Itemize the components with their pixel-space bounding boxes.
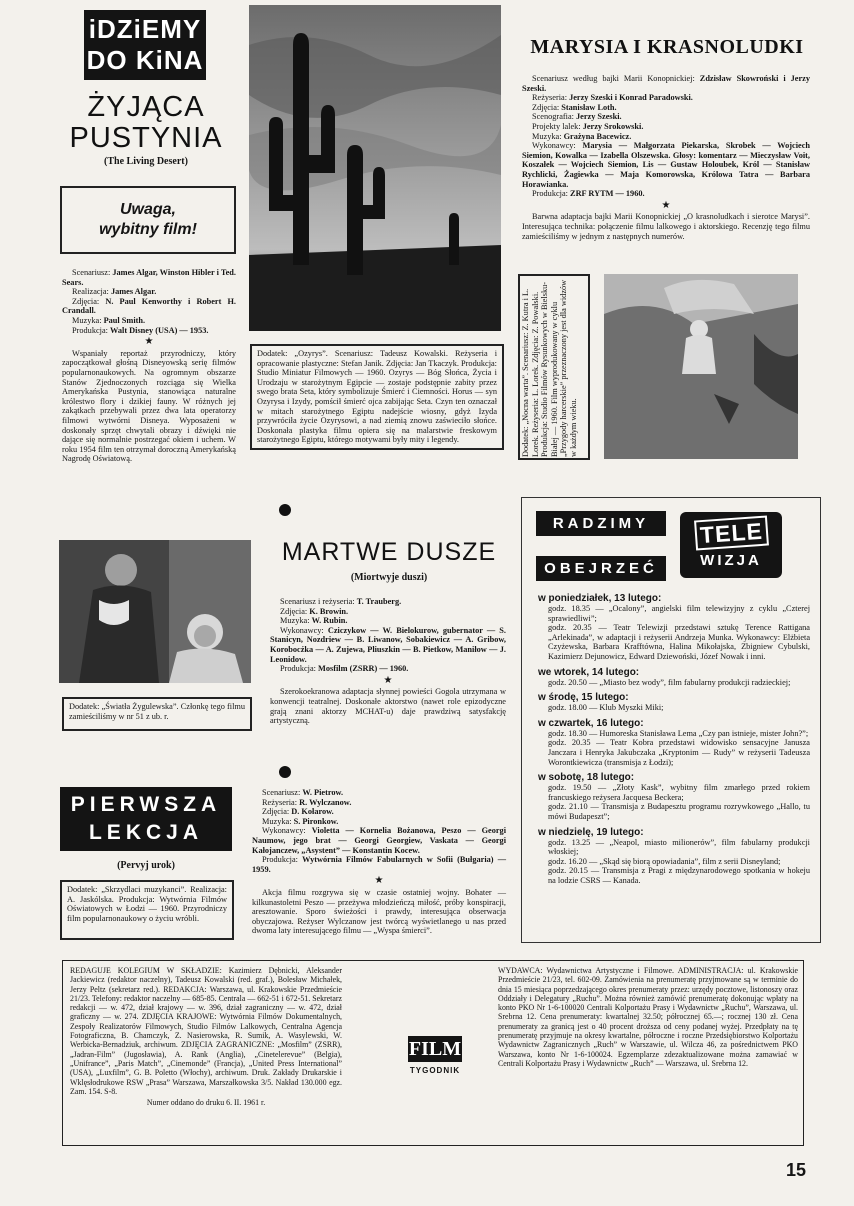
tv-badge-line2: OBEJRZEĆ	[536, 556, 666, 581]
credit-label: Projekty lalek:	[532, 121, 581, 131]
credit-label: Zdjęcia:	[72, 296, 100, 306]
credit-value: K. Browin.	[309, 606, 349, 616]
credit-label: Realizacja:	[72, 287, 109, 297]
credit-label: Produkcja:	[280, 664, 316, 674]
film2-title: MARYSIA I KRASNOLUDKI	[530, 36, 804, 58]
credit-label: Zdjęcia:	[280, 606, 308, 616]
tv-day-heading: we wtorek, 14 lutego:	[538, 666, 640, 678]
tv-program-item: godz. 18.35 — „Ocalony”, angielski film telewizyjny z cyklu „Czterej sprawiedliwi”;	[548, 604, 810, 623]
credit-label: Reżyseria:	[262, 797, 298, 807]
film1-credits: Scenariusz: James Algar, Winston Hibler i Ted. Sears. Realizacja: James Algar. Zdjęcia: N. Paul Kenworthy i Robert H. Crandall. Muzyka: Paul Smith. Produkcja: Walt Disney (USA) — 1953. ★ Wspaniały reportaż przyrodniczy, który zapoczątkował głośną Disneyowską serię filmów popularnonaukowych. Na ogromnym obszarze Stanów Zjednoczonych rozciąga się Wielka Amerykańska Pustynia, stanowiąca naturalne królestwo flory i dzikiej fauny. W różnych jej zakątkach przebywali przez dwa lata operatorzy filmowi wytwórni Disneya. Wyposażeni w doskonały sprzęt chwytali obrazy i dźwięki nie dające się normalnie postrzegać okiem i uchem. W roku 1954 film ten otrzymał doroczną Amerykańską Nagrodę Oświatową.	[62, 268, 237, 464]
credit-label: Produkcja:	[72, 325, 108, 335]
credit-value: Wytwórnia Filmów Fabularnych w Sofii (Bułgaria) — 1959.	[252, 855, 506, 874]
film1-original-title: (The Living Desert)	[104, 156, 188, 167]
film4-credits: Scenariusz: W. Pietrow. Reżyseria: R. Wylczanow. Zdjęcia: D. Kołarow. Muzyka: S. Pironkow. Wykonawcy: Violetta — Kornelia Bożanowa, Peszo — Georgi Naumow, jego brat — Georgi Georgiew, Vaskata — Georgi Kałojanczew, „Asystent” — Konstantin Kocew. Produkcja: Wytwórnia Filmów Fabularnych w Sofii (Bułgaria) — 1959. ★ Akcja filmu rozgrywa się w czasie ostatniej wojny. Bohater — kilkunastoletni Peszo — przeżywa młodzieńczą miłość, próby konspiracji, aresztowanie. Sporo świeżości i prawdy, interesująca obserwacja obyczajowa. Reżyser Wylczanow jest twórcą wyświetlanego u nas przed dwoma laty interesującego filmu — „Wyspa śmierci”.	[252, 788, 507, 936]
credit-value: Mosfilm (ZSRR) — 1960.	[318, 664, 409, 674]
credit-line	[522, 189, 810, 199]
film3-supplement-box: Dodatek: „Światła Żygulewska”. Członkę tego filmu zamieściliśmy w nr 51 z ub. r.	[62, 697, 252, 731]
credit-line	[252, 788, 506, 798]
credit-value: S. Pironkow.	[293, 816, 339, 826]
credit-value: Violetta — Kornelia Bożanowa, Peszo — Georgi Naumow, jego brat — Georgi Georgiew, Vaskata — Georgi Kałojanczew, „Asystent” — Konstantin Kocew.	[252, 826, 507, 855]
credit-line	[270, 626, 506, 664]
credit-value: W. Rubin.	[311, 616, 348, 626]
bullet-marker	[279, 504, 291, 516]
credit-line	[270, 607, 506, 617]
credit-line	[62, 297, 236, 316]
footer-printed-date: Numer oddano do druku 6. II. 1961 r.	[146, 1098, 266, 1108]
film4-original-title: (Pervyj urok)	[117, 860, 175, 871]
credit-label: Scenariusz:	[72, 268, 111, 277]
credit-line	[522, 93, 810, 103]
credit-line	[270, 664, 506, 674]
credit-value: James Algar, Winston Hibler i Ted. Sears.	[62, 268, 236, 287]
desert-image	[249, 5, 501, 331]
credit-value: Jerzy Szeski.	[576, 112, 622, 122]
credit-value: Zdzisław Skowroński i Jerzy Szeski.	[522, 74, 811, 93]
tv-day-heading: w czwartek, 16 lutego:	[538, 717, 644, 729]
tv-schedule	[538, 588, 810, 885]
telewizja-logo: TELE WIZJA	[680, 512, 782, 578]
page-number: 15	[786, 1160, 807, 1180]
film-logo: FILM	[408, 1038, 462, 1060]
credit-value: Marysia — Małgorzata Piekarska, Skrobek — Wojciech Siemion, Kowalka — Izabella Olszewska. Głosy: komentarz — Mieczysław Voit, Koszałek — Wojciech Siemion, Lis — Gustaw Holoubek, Król — Stanisław Rychlicki, Żagiewka — Maja Komorowska, Królowa Tatra — Barbara Horawianka.	[522, 141, 810, 189]
credit-label: Scenariusz i reżyseria:	[280, 597, 355, 606]
credit-line	[62, 316, 236, 326]
film1-supplement-box: Dodatek: „Ozyrys”. Scenariusz: Tadeusz Kowalski. Reżyseria i opracowanie plastyczne: Stefan Janik. Zdjęcia: Jan Tkaczyk. Produkcja: Studio Miniatur Filmowych — 1960. Ozyrys — Bóg Słońca, Życia i Urodzaju w starożytnym Egipcie — zostaje podstępnie zabity przez swego brata Seta, który symbolizuje Śmierć i Ciemności. Horus — syn Ozyrysa i Izydy, pomścił śmierć ojca zabijając Seta. Czyn ten oznaczał w mitach starożytnego Egiptu nadejście wiosny, gdyż Izyda przywróciła życie Ozyrysowi, a nad ziemią znowu zaświeciło słońce. Doskonała plastyka filmu opiera się na malarstwie freskowym starożytnego Egiptu, którego motywami były mity i legendy.	[250, 344, 504, 450]
credit-label: Scenariusz według bajki Marii Konopnickiej:	[532, 74, 695, 83]
credit-label: Zdjęcia:	[532, 102, 560, 112]
credit-line	[522, 132, 810, 142]
credit-label: Produkcja:	[262, 855, 298, 865]
credit-line	[252, 826, 506, 855]
credit-line	[270, 616, 506, 626]
credit-label: Wykonawcy:	[262, 826, 306, 836]
credit-value: T. Trauberg.	[356, 597, 402, 606]
credit-line	[522, 122, 810, 132]
tv-day-heading: w poniedziałek, 13 lutego:	[538, 593, 662, 604]
credit-label: Muzyka:	[262, 816, 292, 826]
credit-value: Cziczykow — W. Bielokurow, gubernator — S. Stanicyn, Nozdriew — B. Liwanow, Sobakiewicz — A. Gribow, Korobocźka — A. Zujewa, Pliuszkin — B. Pietkow, Maniłow — J. Leonidow.	[270, 625, 506, 664]
badge-line1: iDZiEMY	[88, 14, 202, 44]
credit-value: W. Pietrow.	[302, 788, 344, 797]
footer-publisher: WYDAWCA: Wydawnictwa Artystyczne i Filmowe. ADMINISTRACJA: ul. Krakowskie Przedmieście 21/23, tel. 602-09. Zamówienia na prenumeratę przyjmowane są w terminie do dnia 15 miesiąca poprzedzającego okres prenumeraty przez: urzędy pocztowe, listonoszy oraz Oddziały i Delegatury „Ruchu”. Można również zamówić prenumeratę dokonując wpłaty na konto PKO Nr 1-6-100020 Centrali Kolportażu Prasy i Wydawnictw „Ruchu”, Warszawa, ul. Srebrna 12. Cena prenumeraty: kwartalnej 32.50; półrocznej 65.—; rocznej 130 zł. Cena prenumeraty za granicą jest o 40 procent droższa od ceny podanej wyżej. Przedpłaty na tę prenumeratę przyjmuje na okresy kwartalne, półroczne i roczne Przedsiębiorstwo Kolportażu Wydawnictw Zagranicznych „Ruch” w Warszawie, ul. Wilcza 46, za pośrednictwem PKO Warszawa, konto Nr 1-6-100024. Egzemplarze zdezaktualizowane można zamawiać w Centrali Kolportażu Prasy i Wydawnictw „Ruch” — Warszawa, ul. Srebrna 12.	[498, 966, 798, 1068]
tv-day-heading: w sobotę, 18 lutego:	[538, 772, 635, 784]
film4-supplement-box: Dodatek: „Skrzydlaci muzykanci”. Realizacja: A. Jaskólska. Produkcja: Wytwórnia Filmów Oświatowych w Łodzi — 1960. Przyrodniczy film popularnonaukowy o życiu wróbli.	[60, 880, 234, 940]
credit-label: Muzyka:	[532, 131, 562, 141]
tv-program-item: godz. 13.25 — „Neapol, miasto milionerów”, film fabularny produkcji włoskiej;	[548, 837, 810, 857]
tv-day-heading: w środę, 15 lutego:	[538, 692, 629, 704]
tv-program-item: godz. 20.50 — „Miasto bez wody”, film fabularny produkcji radzieckiej;	[548, 677, 791, 687]
credit-line	[252, 855, 506, 874]
credit-label: Produkcja:	[532, 189, 568, 199]
credit-line	[62, 268, 236, 287]
film-logo-subtitle: TYGODNIK	[409, 1066, 461, 1075]
credit-value: Walt Disney (USA) — 1953.	[110, 325, 209, 335]
credit-value: D. Kołarow.	[291, 807, 334, 817]
credit-label: Scenografia:	[532, 112, 574, 122]
credit-value: Paul Smith.	[103, 315, 146, 325]
section-badge-idziemy	[84, 10, 206, 80]
film1-review: Wspaniały reportaż przyrodniczy, który zapoczątkował głośną Disneyowską serię filmów popularnonaukowych. Na ogromnym obszarze Stanów Zjednoczonych rozciąga się Wielka Amerykańska Pustynia, stanowiąca naturalne królestwo flory i dzikiej fauny. W różnych jej zakątkach przebywali przez dwa lata operatorzy filmowi wytwórni Disneya. Wyposażeni w doskonały sprzęt chwytali obrazy i dźwięki nie dające się normalnie postrzegać okiem i uchem. W roku 1954 film ten otrzymał doroczną Amerykańską Nagrodę Oświatową.	[62, 348, 236, 464]
credit-label: Reżyseria:	[532, 93, 568, 103]
credit-line	[522, 74, 810, 93]
credit-value: ZRF RYTM — 1960.	[570, 189, 645, 199]
film2-credits: Scenariusz według bajki Marii Konopnickiej: Zdzisław Skowroński i Jerzy Szeski. Reżyseria: Jerzy Szeski i Konrad Paradowski. Zdjęcia: Stanisław Loth. Scenografia: Jerzy Szeski. Projekty lalek: Jerzy Srokowski. Muzyka: Grażyna Bacewicz. Wykonawcy: Marysia — Małgorzata Piekarska, Skrobek — Wojciech Siemion, Kowalka — Izabella Olszewska. Głosy: komentarz — Mieczysław Voit, Koszałek — Wojciech Siemion, Lis — Gustaw Holoubek, Król — Stanisław Rychlicki, Żagiewka — Maja Komorowska, Królowa Tatra — Barbara Horawianka. Produkcja: ZRF RYTM — 1960. ★ Barwna adaptacja bajki Marii Konopnickiej „O krasnoludkach i sierotce Marysi”. Interesująca technika: połączenie filmu lalkowego i aktorskiego. Recenzję tego filmu zamieściliśmy w jednym z następnych numerów.	[522, 74, 811, 241]
tv-program-item: godz. 19.50 — „Złoty Kask”, wybitny film zmarłego przed rokiem francuskiego reżysera Jacquesa Beckera;	[548, 783, 810, 802]
credit-line	[62, 326, 236, 336]
tv-program-item: godz. 18.00 — Klub Myszki Miki;	[548, 703, 664, 713]
credit-label: Scenariusz:	[262, 788, 301, 797]
film1-title: ŻYJĄCA PUSTYNIA	[69, 91, 223, 154]
photo-martwe-dusze	[59, 540, 251, 683]
footer-editorial: REDAGUJE KOLEGIUM W SKŁADZIE: Kazimierz Dębnicki, Aleksander Jackiewicz (redaktor naczelny), Tadeusz Kowalski (red. graf.), Bolesław Michałek, Jerzy Peltz (sekretarz red.). REDAKCJA: Warszawa, ul. Krakowskie Przedmieście 21/23. Telefony: redaktor naczelny — 685-85. Centrala — 662-51 i 672-51. Sekretarz redakcji — w. 472, dział krajowy — w. 396, dział zagraniczny — w. 472, dział graficzny — w. 274. ZDJĘCIA KRAJOWE: Wytwórnia Filmów Dokumentalnych, Zespoły Realizatorów Filmowych, Studio Filmów Lalkowych, Centralna Agencja Fotograficzna, B. Chamczyk, Z. Nasierowska, R. Sumik, A. Wasylewski, W. Werbicka-Bernadziuk, archiwum. ZDJĘCIA ZAGRANICZNE: „Mosfilm” (ZSRR), „Jadran-Film” (Jugosławia), A. Rank (Anglia), „Cinetelerevue” (Belgia), „Unifrance”, „Paris Match”, „Cinemonde” (Francja), „United Press International” (USA), „Luxfilm”, G. B. Poletto (Włochy), archiwum. Druk. Zakłady Drukarskie i Wklęsłodrukowe RSW „Prasa” Warszawa, Marszałkowska 3/5. Nakład 130.000 egz. Zam. 154. S-8. Numer oddano do druku 6. II. 1961 r.	[70, 966, 342, 1108]
credit-value: James Algar.	[110, 287, 157, 297]
credit-line	[522, 112, 810, 122]
credit-label: Wykonawcy:	[280, 625, 324, 635]
film4-title: PIERWSZA LEKCJA	[60, 787, 232, 851]
photo-desert-cacti	[249, 5, 501, 331]
credit-line	[252, 817, 506, 827]
film3-original-title: (Miortwyje duszi)	[350, 572, 428, 583]
credit-label: Muzyka:	[280, 616, 310, 626]
film3-credits: Scenariusz i reżyseria: T. Trauberg. Zdjęcia: K. Browin. Muzyka: W. Rubin. Wykonawcy: Cziczykow — W. Bielokurow, gubernator — S. Stanicyn, Nozdriew — B. Liwanow, Sobakiewicz — A. Gribow, Korobocźka — A. Zujewa, Pliuszkin — B. Pietkow, Maniłow — J. Leonidow. Produkcja: Mosfilm (ZSRR) — 1960. ★ Szerokoekranowa adaptacja słynnej powieści Gogola utrzymana w konwencji teatralnej. Doskonałe aktorstwo (nawet role epizodyczne grają znani aktorzy MCHAT-u) daje prawdziwą satysfakcję artystyczną.	[270, 597, 506, 726]
bullet-marker	[279, 766, 291, 778]
credit-value: Grażyna Bacewicz.	[563, 131, 632, 141]
film3-review: Szerokoekranowa adaptacja słynnej powieści Gogola utrzymana w konwencji teatralnej. Doskonałe aktorstwo (nawet role epizodyczne grają znani aktorzy MCHAT-u) daje prawdziwą satysfakcję artystyczną.	[270, 687, 506, 726]
tv-program-item: godz. 18.30 — Humoreska Stanisława Lema „Czy pan istnieje, mister John?”;	[548, 728, 809, 738]
film2-supplement-box: Dodatek: „Nocna warta”. Scenariusz: Z. Kutra i L. Lorek. Reżyseria: L. Lorek. Zdjęcia: Z. Powalski. Produkcja: Studio Filmów Rysunkowych w Bielsku-Białej — 1960. Film wyprodukowany w cyklu „Przygody harcerskie” przeznaczony jest dla widzów w każdym wieku.	[518, 274, 590, 460]
credit-value: Jerzy Szeski i Konrad Paradowski.	[569, 93, 693, 103]
credit-value: Stanisław Loth.	[561, 102, 617, 112]
tv-program-item: godz. 20.35 — Teatr Telewizji przedstawi sztukę Terence Rattigana „Arlekinada”, w adaptacji i reżyserii Andrzeja Munka. Wykonawcy: Elżbieta Czyżewska, Barbara Krafftówna, Halina Mikołajska, Zbigniew Cybulski, Kazimierz Dejunowicz, Edward Dziewoński, Józef Nowak i inni.	[548, 623, 810, 661]
tv-program-item: godz. 20.15 — Transmisja z Pragi z międzynarodowego spotkania w hokeju na lodzie CSRS — Kanada.	[548, 866, 810, 885]
credit-value: N. Paul Kenworthy i Robert H. Crandall.	[62, 296, 237, 316]
credit-line	[522, 141, 810, 189]
credit-line	[522, 103, 810, 113]
film1-note-box: Uwaga, wybitny film!	[60, 186, 236, 254]
credit-label: Wykonawcy:	[532, 141, 576, 151]
tv-program-item: godz. 16.20 — „Skąd się biorą opowiadania”, film z serii Disneyland;	[548, 856, 781, 866]
tv-program-item: godz. 21.10 — Transmisja z Budapesztu programu rozrywkowego „Hallo, tu mówi Budapeszt”;	[548, 802, 810, 821]
badge-line2: DO KiNA	[86, 45, 204, 75]
film2-review: Barwna adaptacja bajki Marii Konopnickiej „O krasnoludkach i sierotce Marysi”. Interesująca technika: połączenie filmu lalkowego i aktorskiego. Recenzję tego filmu zamieściliśmy w jednym z następnych numerów.	[522, 212, 810, 241]
tv-program-item: godz. 20.35 — Teatr Kobra przedstawi widowisko sensacyjne Janusza Janczara i Henryka Jakubczaka „Kryptonim — Rudy” w reżyserii Tadeusza Worontkiewicza (transmisja z Łodzi);	[548, 738, 810, 767]
credit-line	[252, 798, 506, 808]
credit-line	[62, 287, 236, 297]
tv-day-heading: w niedzielę, 19 lutego:	[538, 826, 644, 838]
credit-label: Muzyka:	[72, 315, 102, 325]
credit-label: Zdjęcia:	[262, 807, 290, 817]
tv-badge-line1: RADZIMY	[536, 511, 666, 536]
photo-marysia-doll	[604, 274, 798, 459]
credit-line	[270, 597, 506, 607]
film4-review: Akcja filmu rozgrywa się w czasie ostatniej wojny. Bohater — kilkunastoletni Peszo — przeżywa młodzieńczą miłość, próby konspiracji, aresztowanie. Sporo świeżości i prawdy, interesująca obserwacja obyczajowa. Reżyser Wylczanow jest twórcą wyświetlanego u nas przed dwoma laty interesującego filmu — „Wyspa śmierci”.	[252, 887, 506, 936]
credit-value: Jerzy Srokowski.	[582, 121, 644, 131]
credit-line	[252, 807, 506, 817]
film3-title: MARTWE DUSZE	[281, 538, 497, 566]
credit-value: R. Wylczanow.	[299, 797, 352, 807]
